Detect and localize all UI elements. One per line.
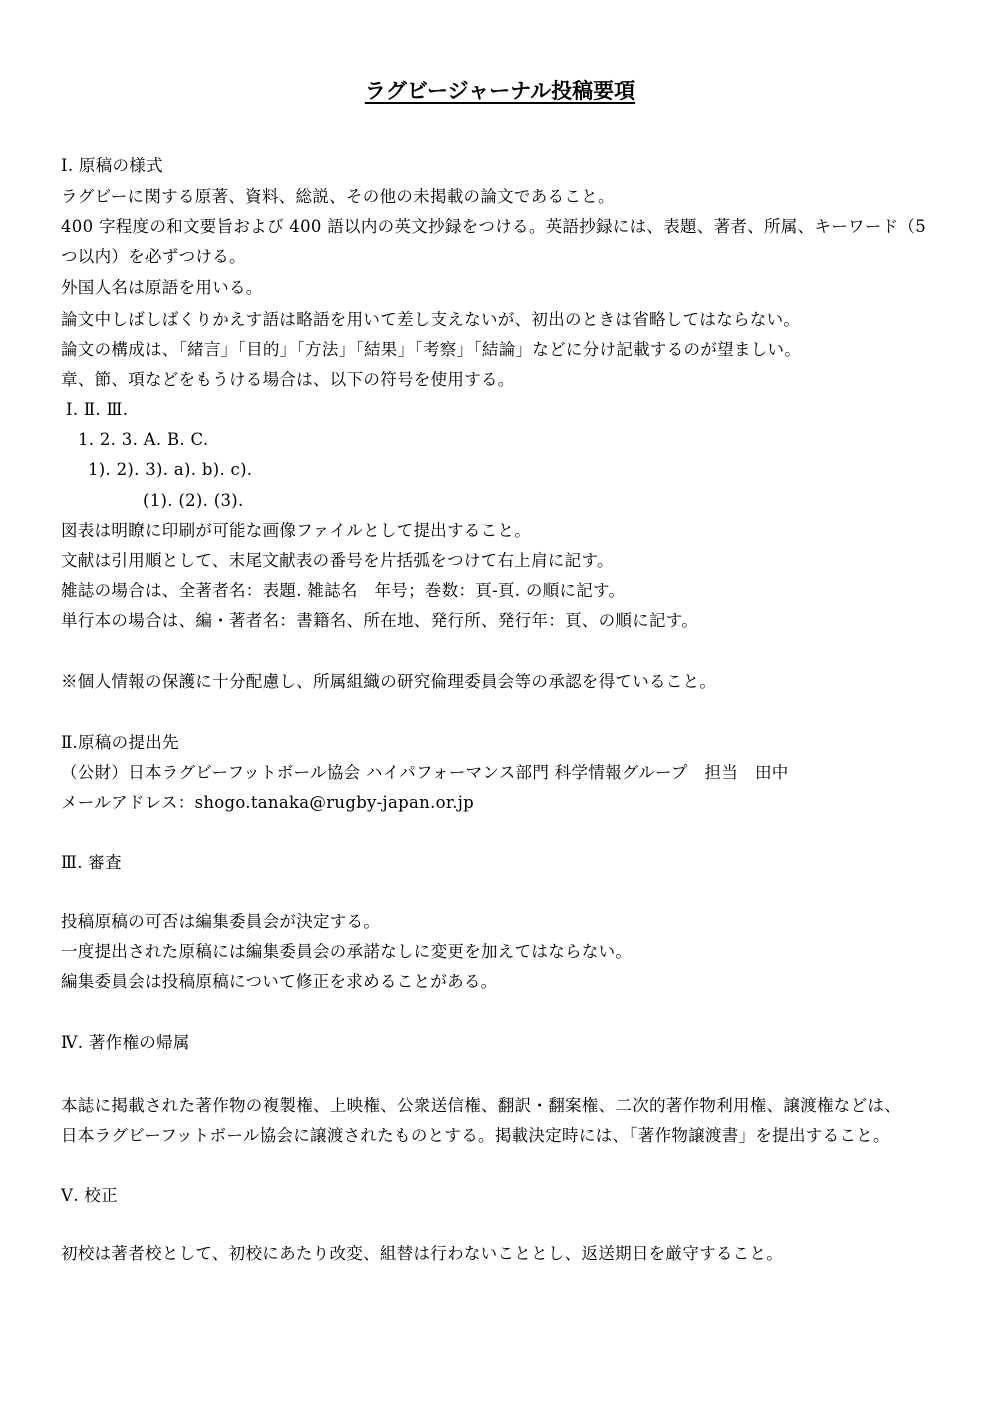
section-3-line: 編集委員会は投稿原稿について修正を求めることがある。: [61, 972, 498, 991]
document-title: ラグビージャーナル投稿要項: [364, 78, 636, 103]
submission-organization: （公財）日本ラグビーフットボール協会 ハイパフォーマンス部門 科学情報グループ 担当 田中: [61, 763, 789, 782]
section-1-line: 論文中しばしばくりかえす語は略語を用いて差し支えないが、初出のときは省略してはならない。: [61, 310, 801, 329]
numbering-level-2: 1. 2. 3. A. B. C.: [78, 430, 209, 449]
section-5-line: 初校は著者校として、初校にあたり改変、組替は行わないこととし、返送期日を厳守すること。: [61, 1244, 784, 1263]
section-2-heading: Ⅱ.原稿の提出先: [61, 733, 179, 752]
section-3-line: 投稿原稿の可否は編集委員会が決定する。: [61, 912, 381, 931]
section-1-line: 400 字程度の和文要旨および 400 語以内の英文抄録をつける。英語抄録には、表題、著者、所属、キーワード（5: [61, 217, 927, 236]
numbering-level-1: Ⅰ. Ⅱ. Ⅲ.: [66, 400, 129, 419]
section-5-heading: Ⅴ. 校正: [61, 1186, 118, 1205]
section-3-heading: Ⅲ. 審査: [61, 853, 122, 872]
section-1-line: 単行本の場合は、編・著者名：書籍名、所在地、発行所、発行年：頁、の順に記す。: [61, 611, 699, 630]
submission-email: メールアドレス：shogo.tanaka@rugby-japan.or.jp: [61, 793, 475, 812]
section-1-line: 章、節、項などをもうける場合は、以下の符号を使用する。: [61, 370, 515, 389]
section-1-line: 論文の構成は、「緒言」「目的」「方法」「結果」「考察」「結論」などに分け記載するのが望ましい。: [61, 340, 802, 359]
section-1-line: 文献は引用順として、末尾文献表の番号を片括弧をつけて右上肩に記す。: [61, 551, 614, 570]
section-1-line: つ以内）を必ずつける。: [61, 247, 246, 266]
section-4-line: 本誌に掲載された著作物の複製権、上映権、公衆送信権、翻訳・翻案権、二次的著作物利用権、譲渡権などは、: [61, 1096, 901, 1115]
ethics-note: ※個人情報の保護に十分配慮し、所属組織の研究倫理委員会等の承認を得ていること。: [61, 672, 717, 691]
section-1-line: 図表は明瞭に印刷が可能な画像ファイルとして提出すること。: [61, 521, 532, 540]
section-3-line: 一度提出された原稿には編集委員会の承諾なしに変更を加えてはならない。: [61, 942, 633, 961]
numbering-level-3: 1). 2). 3). a). b). c).: [88, 460, 253, 479]
section-1-line: 雑誌の場合は、全著者名：表題. 雑誌名 年号；巻数：頁-頁. の順に記す。: [61, 581, 626, 600]
section-4-heading: Ⅳ. 著作権の帰属: [61, 1033, 190, 1052]
section-1-line: ラグビーに関する原著、資料、総説、その他の未掲載の論文であること。: [61, 187, 615, 206]
section-1-heading: Ⅰ. 原稿の様式: [61, 156, 163, 175]
section-4-line: 日本ラグビーフットボール協会に譲渡されたものとする。掲載決定時には、「著作物譲渡書」を提出すること。: [61, 1126, 890, 1145]
numbering-level-4: (1). (2). (3).: [143, 491, 244, 510]
section-1-line: 外国人名は原語を用いる。: [61, 278, 263, 297]
